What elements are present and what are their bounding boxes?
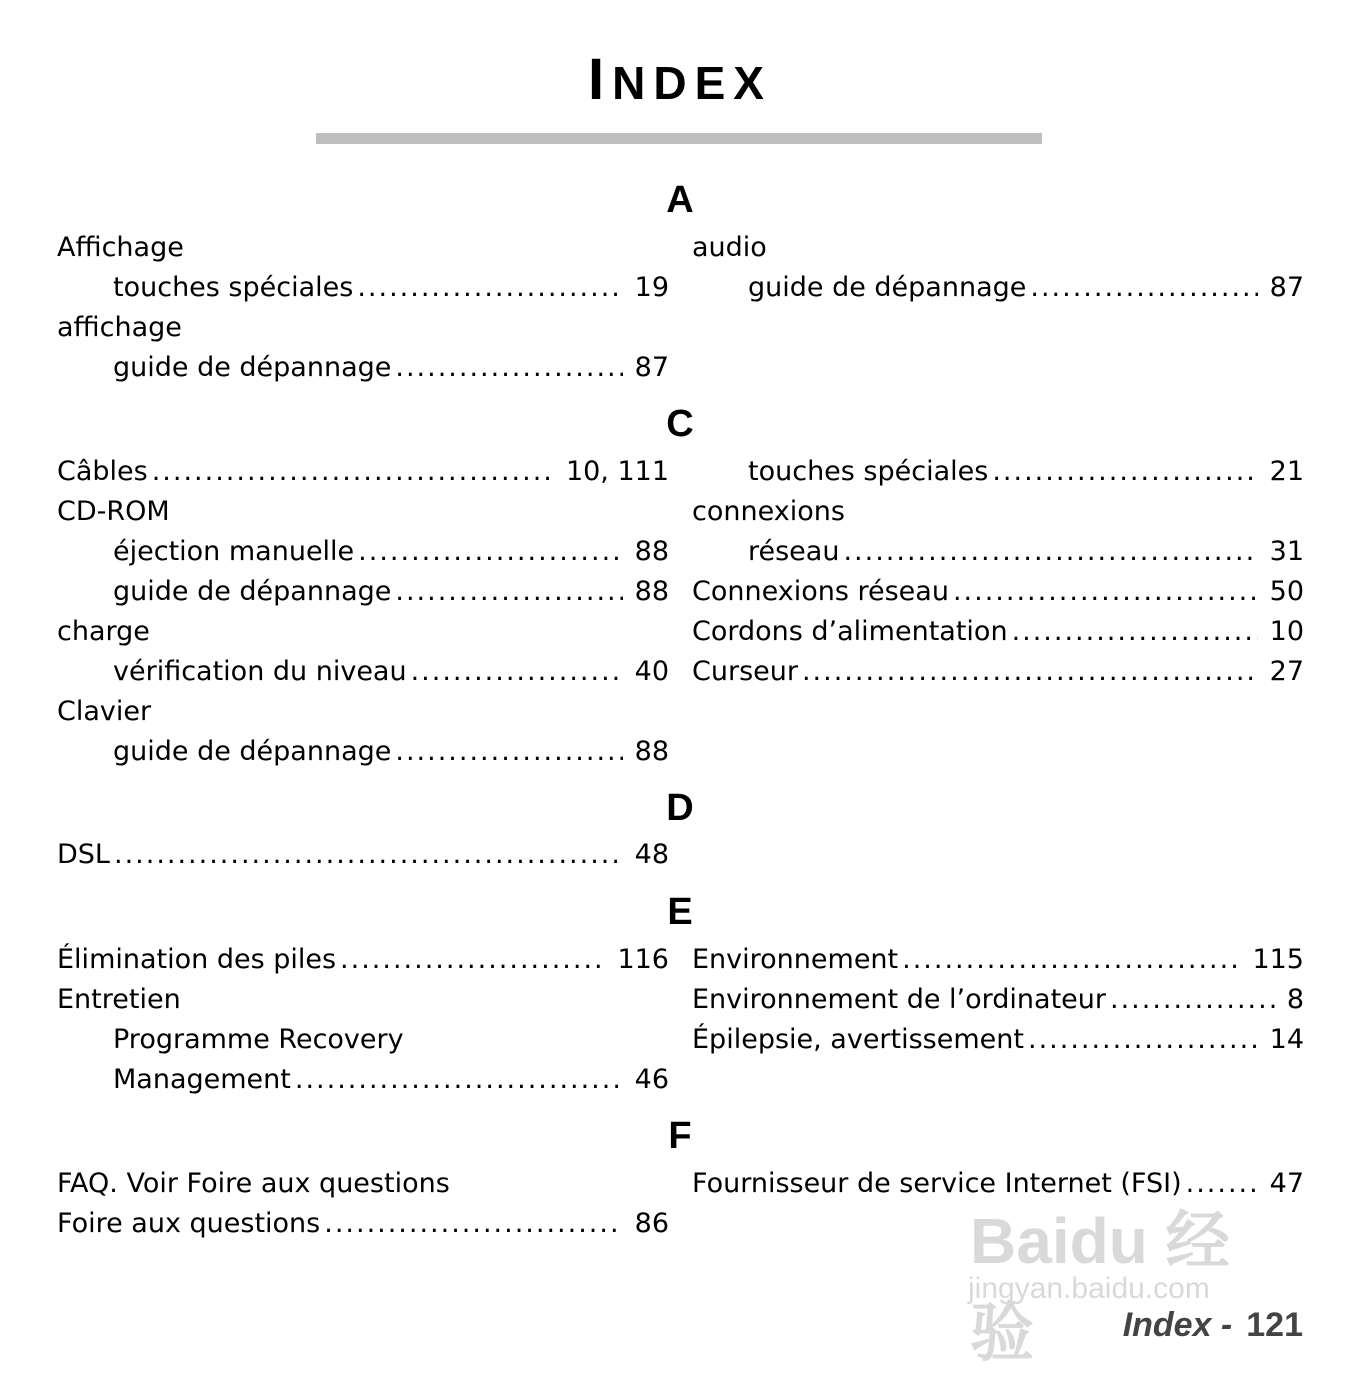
index-entry [692,652,1304,692]
entry-page: 46 [634,1064,669,1095]
entry-page: 10, 111 [565,456,669,487]
index-subentry [692,268,1304,308]
entry-term: FAQ. Voir Foire aux questions [57,1168,450,1199]
entry-page: 8 [1286,984,1304,1015]
dot-leader [1028,1020,1258,1060]
index-column-left [57,228,669,388]
index-column-left [57,452,669,772]
section-letter: F [668,1115,692,1157]
entry-page: 31 [1269,536,1304,567]
entry-term: Fournisseur de service Internet (FSI) [692,1168,1182,1199]
entry-term: guide de dépannage [113,576,392,607]
dot-leader [411,652,623,692]
entry-term: touches spéciales [113,272,354,303]
index-column-right [692,228,1304,308]
entry-term: Entretien [57,984,181,1015]
entry-term: Épilepsie, avertissement [692,1024,1024,1055]
dot-leader [843,532,1257,572]
index-subentry [57,732,669,772]
entry-term: Curseur [692,656,798,687]
entry-term: guide de dépannage [113,352,392,383]
entry-page: 19 [634,272,669,303]
dot-leader [340,940,605,980]
index-column-right [692,940,1304,1060]
dot-leader [114,835,623,875]
entry-page: 21 [1269,456,1304,487]
dot-leader [324,1204,622,1244]
entry-page: 88 [634,576,669,607]
entry-page: 27 [1269,656,1304,687]
index-entry [692,940,1304,980]
index-entry [57,980,669,1020]
page-footer [1123,1302,1303,1348]
entry-term: vérification du niveau [113,656,407,687]
entry-term: touches spéciales [748,456,989,487]
page-title [0,40,1360,123]
entry-page: 86 [634,1208,669,1239]
entry-term: affichage [57,312,182,343]
index-entry [692,572,1304,612]
index-subentry [57,652,669,692]
watermark-logo: Baidu 经验 [970,1205,1230,1369]
entry-term: DSL [57,839,110,870]
dot-leader [953,572,1258,612]
entry-page: 87 [1269,272,1304,303]
entry-term: charge [57,616,150,647]
index-subentry [692,532,1304,572]
entry-term: Clavier [57,696,152,727]
entry-page: 50 [1269,576,1304,607]
index-entry [57,228,669,268]
entry-term: Connexions réseau [692,576,949,607]
entry-page: 47 [1269,1168,1304,1199]
entry-term: guide de dépannage [113,736,392,767]
dot-leader [395,348,622,388]
section-letter: A [666,179,694,221]
entry-term: Programme Recovery [113,1024,404,1055]
entry-term: guide de dépannage [748,272,1027,303]
entry-page: 87 [634,352,669,383]
index-subentry [57,1020,669,1060]
index-column-left [57,1164,669,1244]
index-entry [57,835,669,875]
entry-page: 10 [1269,616,1304,647]
entry-term: Cordons d’alimentation [692,616,1008,647]
dot-leader [395,732,622,772]
dot-leader [357,268,622,308]
index-subentry [57,1060,669,1100]
dot-leader [1110,980,1275,1020]
entry-term: Management [113,1064,291,1095]
dot-leader [902,940,1240,980]
index-entry [57,1204,669,1244]
dot-leader [802,652,1258,692]
index-subentry [57,532,669,572]
index-entry [57,612,669,652]
entry-page: 40 [634,656,669,687]
index-entry [57,492,669,532]
entry-page: 88 [634,536,669,567]
index-entry [692,1020,1304,1060]
entry-page: 48 [634,839,669,870]
footer-label: Index - [1122,1306,1233,1344]
entry-term: CD-ROM [57,496,170,527]
dot-leader [152,452,554,492]
title-underline [316,133,1042,144]
index-entry [57,940,669,980]
index-entry [57,692,669,732]
entry-term: Environnement de l’ordinateur [692,984,1106,1015]
index-subentry [57,572,669,612]
entry-page: 116 [617,944,669,975]
entry-term: Câbles [57,456,148,487]
dot-leader [1186,1164,1258,1204]
entry-term: Environnement [692,944,899,975]
entry-page: 88 [634,736,669,767]
dot-leader [1012,612,1258,652]
index-entry [692,980,1304,1020]
index-entry [692,228,1304,268]
index-column-right [692,452,1304,692]
section-letter: D [666,787,694,829]
index-subentry [57,348,669,388]
dot-leader [295,1060,623,1100]
index-entry [57,1164,669,1204]
index-column-left [57,940,669,1100]
index-subentry [692,452,1304,492]
dot-leader [395,572,622,612]
index-entry [692,612,1304,652]
entry-term: réseau [748,536,840,567]
watermark-url: jingyan.baidu.com [968,1272,1210,1305]
index-subentry [57,268,669,308]
index-column-left [57,835,669,875]
entry-term: Élimination des piles [57,944,337,975]
dot-leader [358,532,622,572]
section-letter: E [667,891,693,933]
entry-term: connexions [692,496,845,527]
index-entry [57,452,669,492]
section-letter: C [666,403,694,445]
index-entry [692,492,1304,532]
index-column-right [692,1164,1304,1204]
index-entry [692,1164,1304,1204]
entry-page: 115 [1252,944,1304,975]
dot-leader [1030,268,1257,308]
page-number: 121 [1246,1306,1303,1344]
index-entry [57,308,669,348]
title-rest: NDEX [612,57,772,109]
title-initial: I [588,47,613,112]
entry-term: audio [692,232,767,263]
dot-leader [992,452,1257,492]
entry-page: 14 [1269,1024,1304,1055]
entry-term: Foire aux questions [57,1208,321,1239]
entry-term: éjection manuelle [113,536,355,567]
entry-term: Affichage [57,232,184,263]
